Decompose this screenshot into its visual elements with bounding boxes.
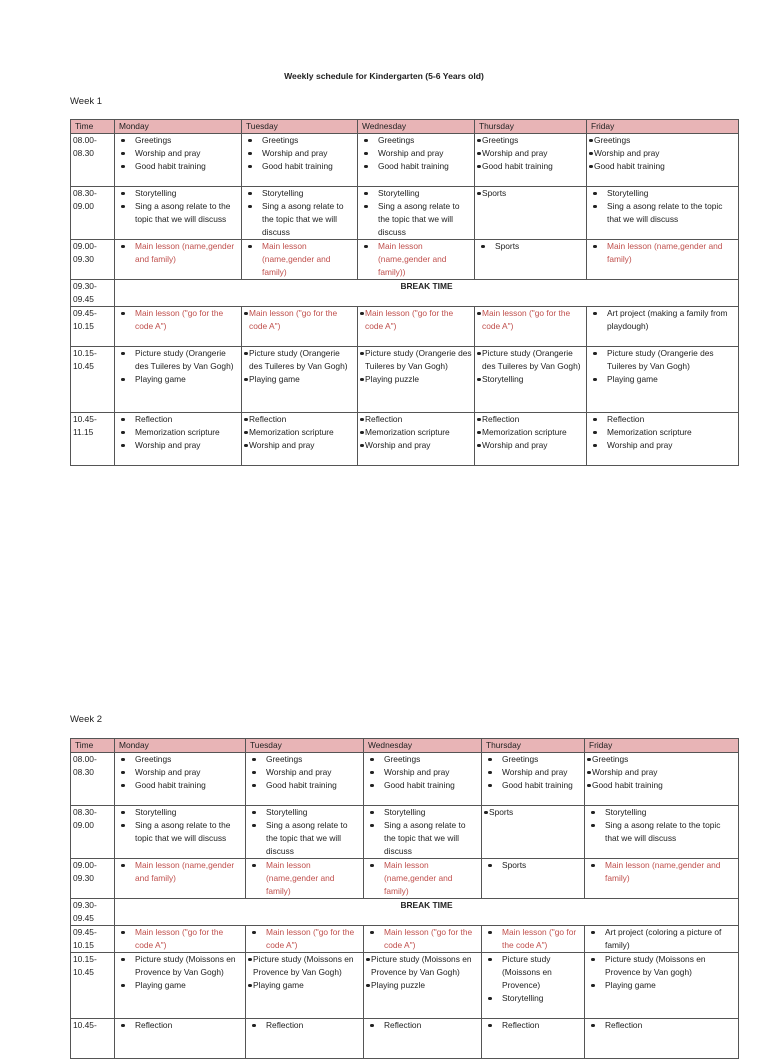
activity-item: Main lesson ("go for the code A") xyxy=(484,926,582,952)
time-slot: 09.00- 09.30 xyxy=(71,859,115,899)
activity-item: Good habit training xyxy=(360,160,472,173)
time-slot: 09.45- 10.15 xyxy=(71,307,115,347)
break-time-label: BREAK TIME xyxy=(115,899,739,926)
activity-item: Worship and pray xyxy=(484,766,582,779)
activity-item: Greetings xyxy=(366,753,479,766)
activity-item: Picture study (Orangerie des Tuileres by Van Gogh) xyxy=(477,347,584,373)
schedule-cell xyxy=(475,240,587,280)
activity-item: Worship and pray xyxy=(477,147,584,160)
schedule-cell xyxy=(364,926,482,953)
schedule-cell xyxy=(587,187,739,240)
schedule-cell xyxy=(115,413,242,466)
activity-item: Picture study (Moissons en Provence) xyxy=(484,953,582,992)
page-title: Weekly schedule for Kindergarten (5-6 Years old) xyxy=(284,71,484,81)
time-slot: 10.15- 10.45 xyxy=(71,953,115,1019)
activity-item: Sing a asong relate to the topic that we will discuss xyxy=(589,200,736,226)
break-time-label: BREAK TIME xyxy=(115,280,739,307)
schedule-cell xyxy=(475,134,587,187)
activity-item: Storytelling xyxy=(366,806,479,819)
schedule-cell xyxy=(115,134,242,187)
activity-item: Greetings xyxy=(477,134,584,147)
schedule-cell xyxy=(242,240,358,280)
activity-item: Main lesson (name,gender and family) xyxy=(589,240,736,266)
activity-item: Greetings xyxy=(484,753,582,766)
schedule-cell xyxy=(482,806,585,859)
activity-item: Picture study (Moissons en Provence by Van gogh) xyxy=(587,953,736,979)
activity-item: Reflection xyxy=(587,1019,736,1032)
activity-item: Good habit training xyxy=(587,779,736,792)
activity-item: Worship and pray xyxy=(117,766,243,779)
activity-item: Playing game xyxy=(589,373,736,386)
header-friday: Friday xyxy=(585,739,739,753)
header-monday: Monday xyxy=(115,739,246,753)
activity-item: Greetings xyxy=(589,134,736,147)
activity-item: Main lesson ("go for the code A") xyxy=(477,307,584,333)
header-time: Time xyxy=(71,739,115,753)
schedule-cell xyxy=(364,1019,482,1059)
week-2-schedule-table xyxy=(70,738,739,1059)
activity-item: Memorization scripture xyxy=(244,426,355,439)
activity-item: Good habit training xyxy=(484,779,582,792)
table-row xyxy=(71,753,739,806)
activity-item: Main lesson ("go for the code A") xyxy=(244,307,355,333)
table-row xyxy=(71,187,739,240)
activity-item: Worship and pray xyxy=(117,439,239,452)
activity-item: Memorization scripture xyxy=(477,426,584,439)
schedule-cell xyxy=(587,347,739,413)
activity-item: Reflection xyxy=(477,413,584,426)
schedule-cell xyxy=(587,240,739,280)
activity-item: Main lesson (name,gender and family) xyxy=(366,859,479,898)
time-slot: 09.30- 09.45 xyxy=(71,899,115,926)
activity-item: Greetings xyxy=(244,134,355,147)
header-wednesday: Wednesday xyxy=(358,120,475,134)
activity-item: Playing game xyxy=(244,373,355,386)
activity-item: Reflection xyxy=(117,1019,243,1032)
activity-item: Good habit training xyxy=(477,160,584,173)
table-row xyxy=(71,240,739,280)
schedule-cell xyxy=(358,240,475,280)
schedule-cell xyxy=(358,413,475,466)
activity-item: Main lesson (name,gender and family) xyxy=(117,240,239,266)
activity-item: Good habit training xyxy=(244,160,355,173)
activity-item: Sing a asong relate to the topic that we will discuss xyxy=(117,200,239,226)
activity-item: Sing a asong relate to the topic that we will discuss xyxy=(244,200,355,239)
activity-item: Storytelling xyxy=(117,187,239,200)
schedule-cell xyxy=(482,753,585,806)
schedule-cell xyxy=(242,187,358,240)
schedule-cell xyxy=(587,134,739,187)
activity-item: Sports xyxy=(477,240,584,253)
schedule-cell xyxy=(475,187,587,240)
activity-item: Worship and pray xyxy=(589,147,736,160)
table-row xyxy=(71,926,739,953)
activity-item: Picture study (Moissons en Provence by Van Gogh) xyxy=(117,953,243,979)
schedule-cell xyxy=(115,307,242,347)
activity-item: Main lesson (name,gender and family) xyxy=(587,859,736,885)
header-thursday: Thursday xyxy=(475,120,587,134)
break-row xyxy=(71,280,739,307)
schedule-cell xyxy=(587,307,739,347)
table-row xyxy=(71,347,739,413)
activity-item: Storytelling xyxy=(360,187,472,200)
schedule-cell xyxy=(364,859,482,899)
table-row xyxy=(71,413,739,466)
activity-item: Storytelling xyxy=(244,187,355,200)
activity-item: Main lesson (name,gender and family)) xyxy=(360,240,472,279)
activity-item: Playing game xyxy=(117,373,239,386)
schedule-cell xyxy=(358,307,475,347)
time-slot: 09.30- 09.45 xyxy=(71,280,115,307)
schedule-cell xyxy=(242,307,358,347)
schedule-cell xyxy=(246,953,364,1019)
week-1-schedule-table xyxy=(70,119,739,466)
break-row xyxy=(71,899,739,926)
activity-item: Sing a asong relate to the topic that we will discuss xyxy=(366,819,479,858)
header-tuesday: Tuesday xyxy=(242,120,358,134)
header-monday: Monday xyxy=(115,120,242,134)
time-slot: 10.45- 11.15 xyxy=(71,413,115,466)
schedule-cell xyxy=(242,134,358,187)
time-slot: 08.00- 08.30 xyxy=(71,134,115,187)
schedule-cell xyxy=(246,926,364,953)
schedule-cell xyxy=(585,1019,739,1059)
activity-item: Worship and pray xyxy=(360,439,472,452)
header-row xyxy=(71,739,739,753)
activity-item: Memorization scripture xyxy=(360,426,472,439)
activity-item: Worship and pray xyxy=(360,147,472,160)
schedule-cell xyxy=(115,859,246,899)
activity-item: Greetings xyxy=(117,134,239,147)
header-tuesday: Tuesday xyxy=(246,739,364,753)
activity-item: Sports xyxy=(484,806,582,819)
time-slot: 08.00- 08.30 xyxy=(71,753,115,806)
activity-item: Greetings xyxy=(117,753,243,766)
activity-item: Worship and pray xyxy=(117,147,239,160)
activity-item: Greetings xyxy=(360,134,472,147)
schedule-cell xyxy=(585,926,739,953)
schedule-cell xyxy=(475,307,587,347)
schedule-cell xyxy=(246,1019,364,1059)
schedule-cell xyxy=(242,413,358,466)
schedule-cell xyxy=(358,347,475,413)
schedule-cell xyxy=(482,859,585,899)
activity-item: Sports xyxy=(477,187,584,200)
activity-item: Playing puzzle xyxy=(366,979,479,992)
schedule-cell xyxy=(358,187,475,240)
table-row xyxy=(71,307,739,347)
activity-item: Playing game xyxy=(117,979,243,992)
activity-item: Main lesson (name,gender and family) xyxy=(248,859,361,898)
schedule-cell xyxy=(246,806,364,859)
activity-item: Worship and pray xyxy=(244,439,355,452)
activity-item: Main lesson (name,gender and family) xyxy=(117,859,243,885)
activity-item: Reflection xyxy=(244,413,355,426)
activity-item: Reflection xyxy=(589,413,736,426)
activity-item: Worship and pray xyxy=(244,147,355,160)
schedule-cell xyxy=(115,347,242,413)
activity-item: Greetings xyxy=(248,753,361,766)
table-row xyxy=(71,859,739,899)
activity-item: Art project (making a family from playdough) xyxy=(589,307,736,333)
activity-item: Main lesson ("go for the code A") xyxy=(360,307,472,333)
activity-item: Main lesson ("go for the code A") xyxy=(117,307,239,333)
schedule-cell xyxy=(115,953,246,1019)
activity-item: Worship and pray xyxy=(589,439,736,452)
schedule-cell xyxy=(482,1019,585,1059)
schedule-cell xyxy=(585,806,739,859)
activity-item: Storytelling xyxy=(477,373,584,386)
header-thursday: Thursday xyxy=(482,739,585,753)
activity-item: Main lesson (name,gender and family) xyxy=(244,240,355,279)
schedule-cell xyxy=(364,753,482,806)
activity-item: Good habit training xyxy=(117,160,239,173)
schedule-cell xyxy=(585,953,739,1019)
activity-item: Memorization scripture xyxy=(589,426,736,439)
time-slot: 08.30- 09.00 xyxy=(71,806,115,859)
schedule-cell xyxy=(585,753,739,806)
activity-item: Reflection xyxy=(117,413,239,426)
time-slot: 10.15- 10.45 xyxy=(71,347,115,413)
schedule-cell xyxy=(246,859,364,899)
activity-item: Storytelling xyxy=(589,187,736,200)
activity-item: Worship and pray xyxy=(248,766,361,779)
activity-item: Picture study (Moissons en Provence by Van Gogh) xyxy=(248,953,361,979)
schedule-cell xyxy=(242,347,358,413)
activity-item: Good habit training xyxy=(248,779,361,792)
activity-item: Reflection xyxy=(366,1019,479,1032)
week-1-label: Week 1 xyxy=(70,96,103,107)
activity-item: Good habit training xyxy=(589,160,736,173)
activity-item: Picture study (Moissons en Provence by Van Gogh) xyxy=(366,953,479,979)
time-slot: 08.30- 09.00 xyxy=(71,187,115,240)
table-row xyxy=(71,953,739,1019)
activity-item: Good habit training xyxy=(117,779,243,792)
schedule-cell xyxy=(585,859,739,899)
activity-item: Reflection xyxy=(360,413,472,426)
header-row xyxy=(71,120,739,134)
schedule-cell xyxy=(587,413,739,466)
schedule-cell xyxy=(115,1019,246,1059)
header-wednesday: Wednesday xyxy=(364,739,482,753)
activity-item: Worship and pray xyxy=(366,766,479,779)
table-row xyxy=(71,1019,739,1059)
activity-item: Picture study (Orangerie des Tuileres by Van Gogh) xyxy=(589,347,736,373)
activity-item: Memorization scripture xyxy=(117,426,239,439)
schedule-cell xyxy=(115,187,242,240)
activity-item: Playing puzzle xyxy=(360,373,472,386)
activity-item: Storytelling xyxy=(587,806,736,819)
activity-item: Storytelling xyxy=(117,806,243,819)
activity-item: Picture study (Orangerie des Tuileres by Van Gogh) xyxy=(117,347,239,373)
schedule-cell xyxy=(475,347,587,413)
activity-item: Main lesson ("go for the code A") xyxy=(366,926,479,952)
activity-item: Storytelling xyxy=(484,992,582,1005)
activity-item: Art project (coloring a picture of family) xyxy=(587,926,736,952)
activity-item: Sing a asong relate to the topic that we will discuss xyxy=(360,200,472,239)
table-row xyxy=(71,806,739,859)
activity-item: Main lesson ("go for the code A") xyxy=(117,926,243,952)
activity-item: Storytelling xyxy=(248,806,361,819)
schedule-cell xyxy=(115,240,242,280)
table-row xyxy=(71,134,739,187)
activity-item: Picture study (Orangerie des Tuileres by Van Gogh) xyxy=(244,347,355,373)
week-2-label: Week 2 xyxy=(70,714,103,725)
schedule-cell xyxy=(364,953,482,1019)
activity-item: Main lesson ("go for the code A") xyxy=(248,926,361,952)
activity-item: Worship and pray xyxy=(477,439,584,452)
time-slot: 09.00- 09.30 xyxy=(71,240,115,280)
activity-item: Worship and pray xyxy=(587,766,736,779)
activity-item: Playing game xyxy=(248,979,361,992)
activity-item: Reflection xyxy=(484,1019,582,1032)
activity-item: Sports xyxy=(484,859,582,872)
activity-item: Sing a asong relate to the topic that we will discuss xyxy=(248,819,361,858)
schedule-cell xyxy=(358,134,475,187)
activity-item: Greetings xyxy=(587,753,736,766)
schedule-cell xyxy=(115,926,246,953)
schedule-cell xyxy=(482,926,585,953)
time-slot: 09.45- 10.15 xyxy=(71,926,115,953)
activity-item: Playing game xyxy=(587,979,736,992)
schedule-cell xyxy=(364,806,482,859)
activity-item: Picture study (Orangerie des Tuileres by Van Gogh) xyxy=(360,347,472,373)
activity-item: Sing a asong relate to the topic that we will discuss xyxy=(117,819,243,845)
header-time: Time xyxy=(71,120,115,134)
activity-item: Good habit training xyxy=(366,779,479,792)
schedule-cell xyxy=(115,753,246,806)
header-friday: Friday xyxy=(587,120,739,134)
schedule-cell xyxy=(115,806,246,859)
time-slot: 10.45- xyxy=(71,1019,115,1059)
schedule-cell xyxy=(475,413,587,466)
schedule-cell xyxy=(482,953,585,1019)
activity-item: Sing a asong relate to the topic that we will discuss xyxy=(587,819,736,845)
schedule-cell xyxy=(246,753,364,806)
activity-item: Reflection xyxy=(248,1019,361,1032)
